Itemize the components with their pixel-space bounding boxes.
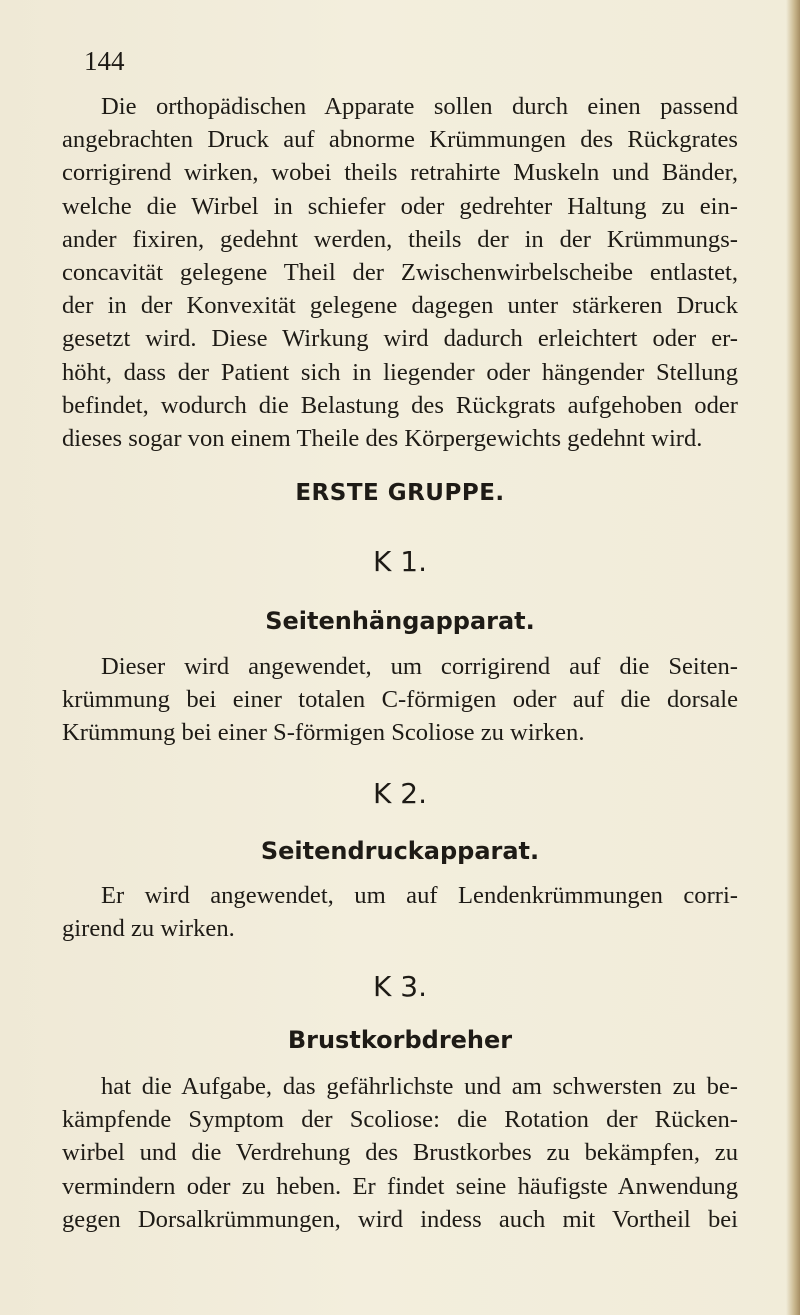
text-line: höht, dass der Patient sich in liegender oder hängender Stellung [62, 358, 738, 386]
text-line: Dieser wird angewendet, um corrigirend auf die Seiten- [101, 653, 738, 680]
section-number: K 2. [373, 777, 427, 810]
text-line: befindet, wodurch die Belastung des Rückgrats aufgehoben oder [62, 391, 738, 419]
section-title: Seitenhängapparat. [265, 607, 535, 635]
section-title: Seitendruckapparat. [260, 837, 540, 865]
text-line: welche die Wirbel in schiefer oder gedrehter Haltung zu ein- [62, 192, 738, 220]
text-line: angebrachten Druck auf abnorme Krümmungen des Rückgrates [62, 126, 738, 154]
text-line: dieses sogar von einem Theile des Körpergewichts gedehnt wird. [62, 425, 703, 453]
text-line: girend zu wirken. [62, 915, 235, 943]
section-number: K 1. [373, 545, 427, 578]
page-edge-shadow [786, 0, 800, 1315]
section-paragraph [62, 879, 738, 945]
text-line: Die orthopädischen Apparate sollen durch einen passend [101, 93, 738, 120]
text-line: Er wird angewendet, um auf Lendenkrümmungen corri- [101, 882, 738, 909]
text-line: wirbel und die Verdrehung des Brustkorbes zu bekämpfen, zu [62, 1139, 738, 1167]
text-line: corrigirend wirken, wobei theils retrahirte Muskeln und Bänder, [62, 159, 738, 187]
text-line: kämpfende Symptom der Scoliose: die Rotation der Rücken- [62, 1106, 738, 1134]
page-number: 144 [84, 46, 125, 76]
text-line: ander fixiren, gedehnt werden, theils der in der Krümmungs- [62, 225, 738, 253]
text-line: Krümmung bei einer S-förmigen Scoliose zu wirken. [62, 719, 585, 747]
text-line: gesetzt wird. Diese Wirkung wird dadurch erleichtert oder er- [62, 325, 738, 353]
section-paragraph [62, 1070, 738, 1236]
text-line: hat die Aufgabe, das gefährlichste und am schwersten zu be- [101, 1073, 738, 1100]
group-heading: ERSTE GRUPPE. [295, 480, 505, 506]
text-line: krümmung bei einer totalen C-förmigen oder auf die dorsale [62, 686, 738, 714]
section-number: K 3. [373, 970, 427, 1003]
intro-paragraph [62, 90, 738, 455]
text-line: concavität gelegene Theil der Zwischenwirbelscheibe entlastet, [62, 259, 738, 287]
text-line: der in der Konvexität gelegene dagegen unter stärkeren Druck [62, 292, 738, 320]
section-paragraph [62, 650, 738, 750]
section-title: Brustkorbdreher [287, 1026, 513, 1054]
text-line: vermindern oder zu heben. Er findet seine häufigste Anwendung [62, 1172, 738, 1200]
text-line: gegen Dorsalkrümmungen, wird indess auch mit Vortheil bei [62, 1205, 738, 1233]
